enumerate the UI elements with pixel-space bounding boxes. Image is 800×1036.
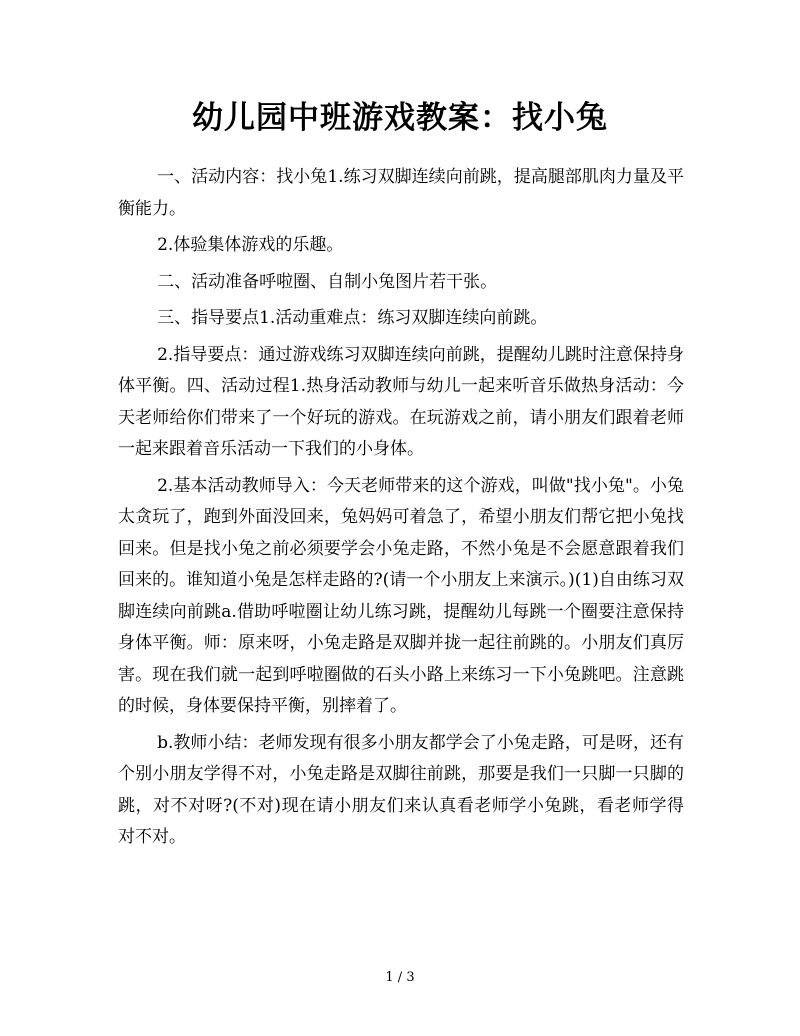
paragraph-teacher-summary: b.教师小结：老师发现有很多小朋友都学会了小兔走路，可是呀，还有个别小朋友学得不对，小兔走路是双脚往前跳，那要是我们一只脚一只脚的跳，对不对呀?(不对)现在请小朋友们来认真看老师学小兔跳，看老师学得对不对。	[118, 732, 684, 847]
paragraph-basic-activity: 2.基本活动教师导入：今天老师带来的这个游戏，叫做"找小兔"。小兔太贪玩了，跑到外面没回来，兔妈妈可着急了，希望小朋友们帮它把小兔找回来。但是找小兔之前必须要学会小兔走路，不然小兔是不会愿意跟着我们回来的。谁知道小兔是怎样走路的?(请一个小朋友上来演示。)(1)自由练习双脚连续向前跳a.借助呼啦圈让幼儿练习跳，提醒幼儿每跳一个圈要注意保持身体平衡。师：原来呀，小兔走路是双脚并拢一起往前跳的。小朋友们真厉害。现在我们就一起到呼啦圈做的石头小路上来练习一下小兔跳吧。注意跳的时候，身体要保持平衡，别摔着了。	[118, 475, 684, 716]
paragraph-activity-content: 一、活动内容：找小兔1.练习双脚连续向前跳，提高腿部肌肉力量及平衡能力。	[118, 167, 684, 219]
document-title: 幼儿园中班游戏教案：找小兔	[192, 100, 608, 136]
paragraph-activity-preparation: 二、活动准备呼啦圈、自制小兔图片若干张。	[157, 271, 498, 292]
paragraph-group-game-fun: 2.体验集体游戏的乐趣。	[157, 235, 344, 255]
paragraph-guidance-key-points: 三、指导要点1.活动重难点：练习双脚连续向前跳。	[157, 308, 548, 328]
paragraph-guidance-and-process: 2.指导要点：通过游戏练习双脚连续向前跳，提醒幼儿跳时注意保持身体平衡。四、活动过程1.热身活动教师与幼儿一起来听音乐做热身活动：今天老师给你们带来了一个好玩的游戏。在玩游戏之前，请小朋友们跟着老师一起来跟着音乐活动一下我们的小身体。	[118, 344, 684, 459]
document-body	[118, 162, 684, 859]
page-number: 1 / 3	[385, 970, 415, 985]
